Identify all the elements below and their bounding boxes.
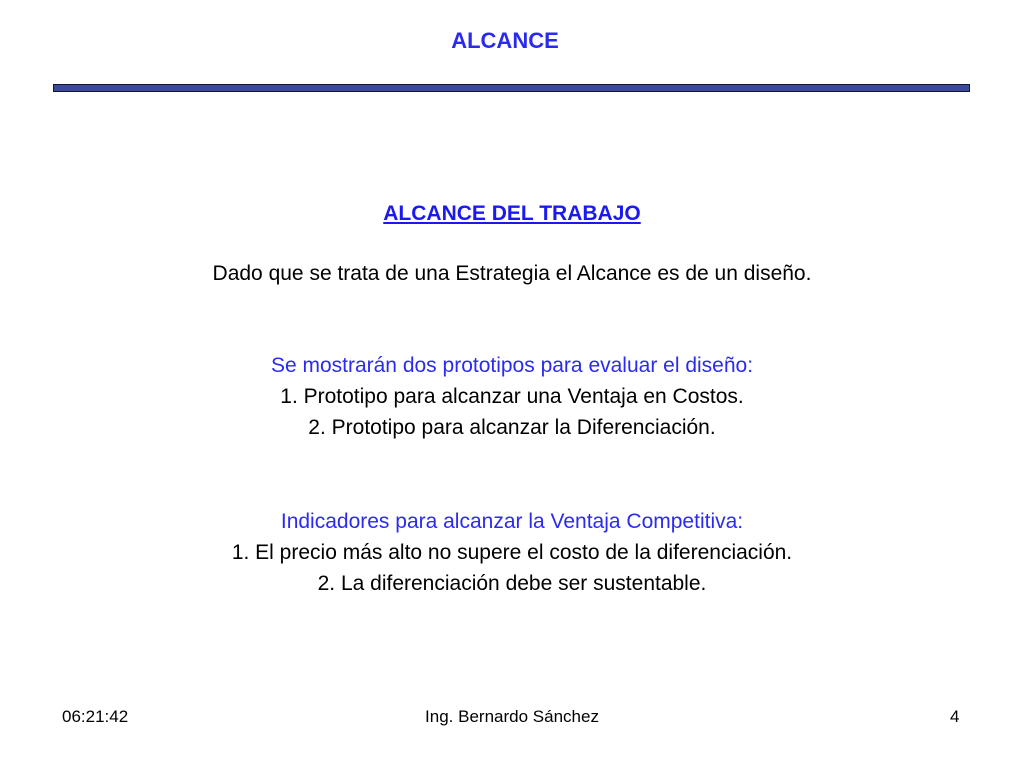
indicators-title: Indicadores para alcanzar la Ventaja Competitiva: [280, 510, 744, 533]
indicator-item: 1. El precio más alto no supere el costo de la diferenciación. [231, 541, 793, 564]
footer-time: 06:21:42 [62, 707, 129, 726]
section-heading: ALCANCE DEL TRABAJO [383, 202, 641, 225]
prototype-item: 1. Prototipo para alcanzar una Ventaja en Costos. [280, 385, 744, 408]
indicator-item: 2. La diferenciación debe ser sustentable. [317, 572, 707, 595]
footer-page-number: 4 [950, 707, 960, 726]
title-divider [53, 84, 970, 92]
prototypes-title: Se mostrarán dos prototipos para evaluar el diseño: [270, 354, 754, 377]
prototype-item: 2. Prototipo para alcanzar la Diferenciación. [308, 416, 716, 439]
slide-title: ALCANCE [451, 28, 559, 53]
indicators-block [0, 506, 1024, 599]
prototypes-block [0, 350, 1024, 443]
footer-author: Ing. Bernardo Sánchez [425, 707, 599, 726]
intro-text: Dado que se trata de una Estrategia el Alcance es de un diseño. [212, 262, 812, 285]
